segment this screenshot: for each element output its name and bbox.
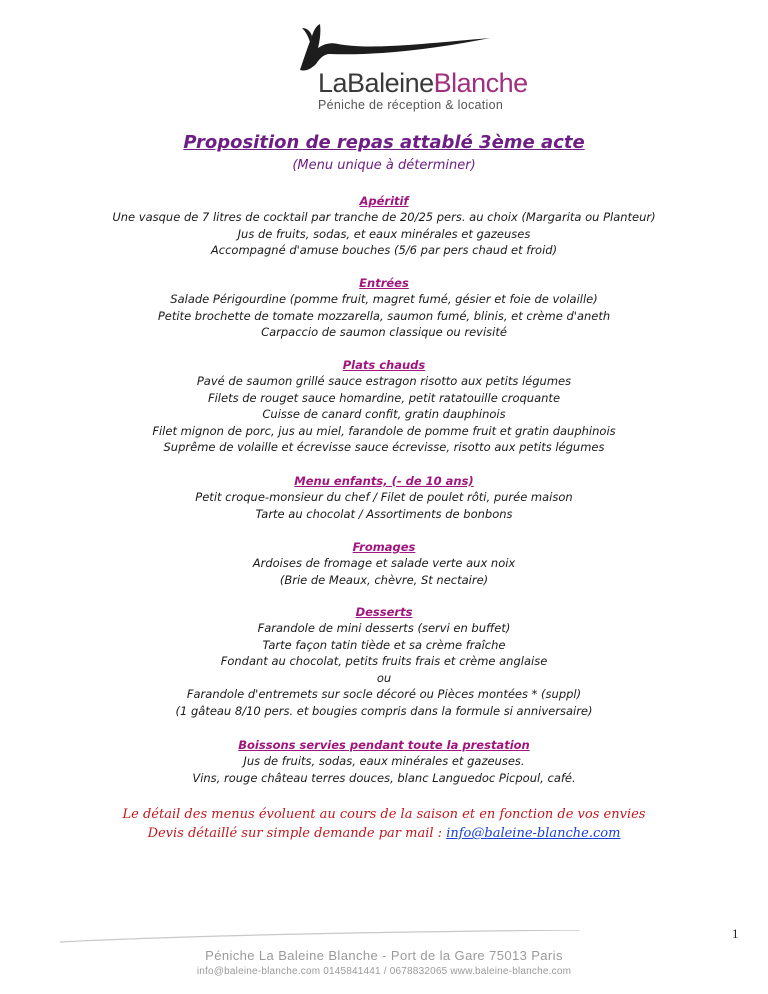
logo-wordmark (318, 68, 528, 98)
menu-line: Petite brochette de tomate mozzarella, saumon fumé, blinis, et crème d'aneth (157, 308, 611, 323)
footer-swoosh (60, 930, 580, 944)
menu-line: Farandole de mini desserts (servi en buffet) (257, 621, 511, 635)
page-title: Proposition de repas attablé 3ème acte (183, 132, 585, 153)
menu-line: Carpaccio de saumon classique ou revisité (261, 325, 507, 339)
menu-line: (Brie de Meaux, chèvre, St nectaire) (279, 572, 489, 587)
menu-line: Fondant au chocolat, petits fruits frais et crème anglaise (220, 654, 548, 668)
menu-line: Pavé de saumon grillé sauce estragon risotto aux petits légumes (196, 374, 572, 388)
note-line-1: Le détail des menus évoluent au cours de la saison et en fonction de vos envies (122, 807, 646, 822)
menu-line: Farandole d'entremets sur socle décoré ou Pièces montées * (suppl) (186, 687, 582, 701)
menu-line: Jus de fruits, sodas, eaux minérales et gazeuses. (243, 754, 525, 768)
note-line-2 (0, 824, 768, 843)
menu-line: Suprême de volaille et écrevisse sauce écrevisse, risotto aux petits légumes (163, 440, 605, 454)
menu-note (0, 805, 768, 843)
menu-line: Tarte au chocolat / Assortiments de bonbons (255, 506, 513, 521)
menu-line: ou (376, 670, 392, 685)
logo-word-baleine: Baleine (347, 68, 434, 98)
menu-line: Cuisse de canard confit, gratin dauphinois (262, 407, 506, 421)
menu-line: Ardoises de fromage et salade verte aux noix (252, 556, 516, 570)
logo (290, 18, 540, 110)
section-heading: Entrées (359, 276, 409, 290)
section-heading: Fromages (352, 540, 416, 554)
section-aperitif (0, 193, 768, 259)
menu-line: Filet mignon de porc, jus au miel, farandole de pomme fruit et gratin dauphinois (152, 423, 616, 438)
section-desserts (0, 604, 768, 719)
section-heading: Menu enfants, (- de 10 ans) (294, 474, 474, 488)
email-link[interactable]: info@baleine-blanche.com (446, 826, 621, 841)
footer-address: Péniche La Baleine Blanche - Port de la Gare 75013 Paris (205, 948, 563, 963)
menu-line: Tarte façon tatin tiède et sa crème fraîche (262, 637, 506, 652)
menu-line: Filets de rouget sauce homardine, petit ratatouille croquante (207, 390, 561, 405)
section-heading: Boissons servies pendant toute la prestation (238, 738, 530, 752)
section-plats-chauds (0, 357, 768, 456)
section-heading: Desserts (355, 605, 413, 619)
section-menu-enfants (0, 473, 768, 522)
logo-word-blanche: Blanche (433, 68, 528, 98)
menu-line: Une vasque de 7 litres de cocktail par tranche de 20/25 pers. au choix (Margarita ou Planteur) (112, 210, 656, 224)
section-heading: Plats chauds (342, 358, 426, 372)
section-boissons (0, 737, 768, 786)
footer-contact: info@baleine-blanche.com 0145841441 / 0678832065 www.baleine-blanche.com (196, 966, 572, 977)
section-fromages (0, 539, 768, 588)
menu-line: Vins, rouge château terres douces, blanc Languedoc Picpoul, café. (192, 770, 576, 785)
logo-tagline: Péniche de réception & location (318, 98, 504, 112)
menu-line: Accompagné d'amuse bouches (5/6 par pers chaud et froid) (210, 243, 558, 257)
page-number: 1 (732, 926, 739, 941)
menu-line: Salade Périgourdine (pomme fruit, magret fumé, gésier et foie de volaille) (170, 292, 598, 306)
section-entrees (0, 275, 768, 341)
menu-line: (1 gâteau 8/10 pers. et bougies compris dans la formule si anniversaire) (175, 703, 593, 718)
menu-line: Jus de fruits, sodas, et eaux minérales et gazeuses (237, 226, 531, 241)
section-heading: Apéritif (359, 194, 409, 208)
logo-word-la: La (318, 68, 348, 98)
page-subtitle: (Menu unique à déterminer) (292, 158, 476, 173)
note-line-2-text: Devis détaillé sur simple demande par mail : (147, 826, 447, 841)
menu-line: Petit croque-monsieur du chef / Filet de poulet rôti, purée maison (195, 490, 573, 504)
